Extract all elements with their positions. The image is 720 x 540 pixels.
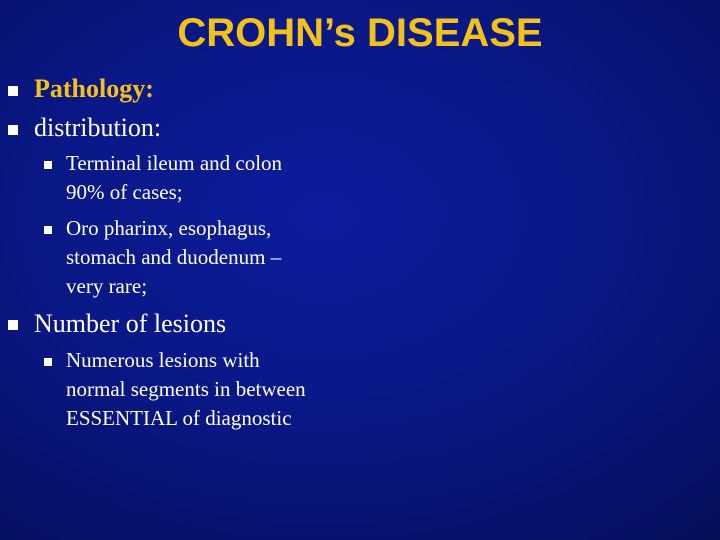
bullet-item-number-of-lesions: Number of lesions [34, 309, 227, 338]
sub-item-terminal-ileum-line-1: Terminal ileum and colon [66, 151, 283, 175]
sub-bullet-square-icon [44, 358, 52, 366]
sub-bullet-square-icon [44, 226, 52, 234]
sub-item-numerous-lesions-line-3: ESSENTIAL of diagnostic [66, 406, 292, 430]
sub-item-terminal-ileum-line-2: 90% of cases; [66, 180, 183, 204]
bullet-item-distribution: distribution: [34, 113, 162, 142]
sub-item-oro-pharinx-line-1: Oro pharinx, esophagus, [66, 216, 272, 240]
bullet-square-icon [8, 320, 18, 330]
sub-item-oro-pharinx-line-3: very rare; [66, 274, 148, 298]
bullet-square-icon [8, 125, 18, 135]
bullet-item-pathology: Pathology: [34, 74, 154, 103]
sub-item-numerous-lesions-line-2: normal segments in between [66, 377, 306, 401]
slide-title: CROHN’s DISEASE [177, 11, 543, 55]
bullet-square-icon [8, 86, 18, 96]
sub-bullet-square-icon [44, 161, 52, 169]
sub-item-numerous-lesions-line-1: Numerous lesions with [66, 348, 260, 372]
sub-item-oro-pharinx-line-2: stomach and duodenum – [66, 245, 282, 269]
